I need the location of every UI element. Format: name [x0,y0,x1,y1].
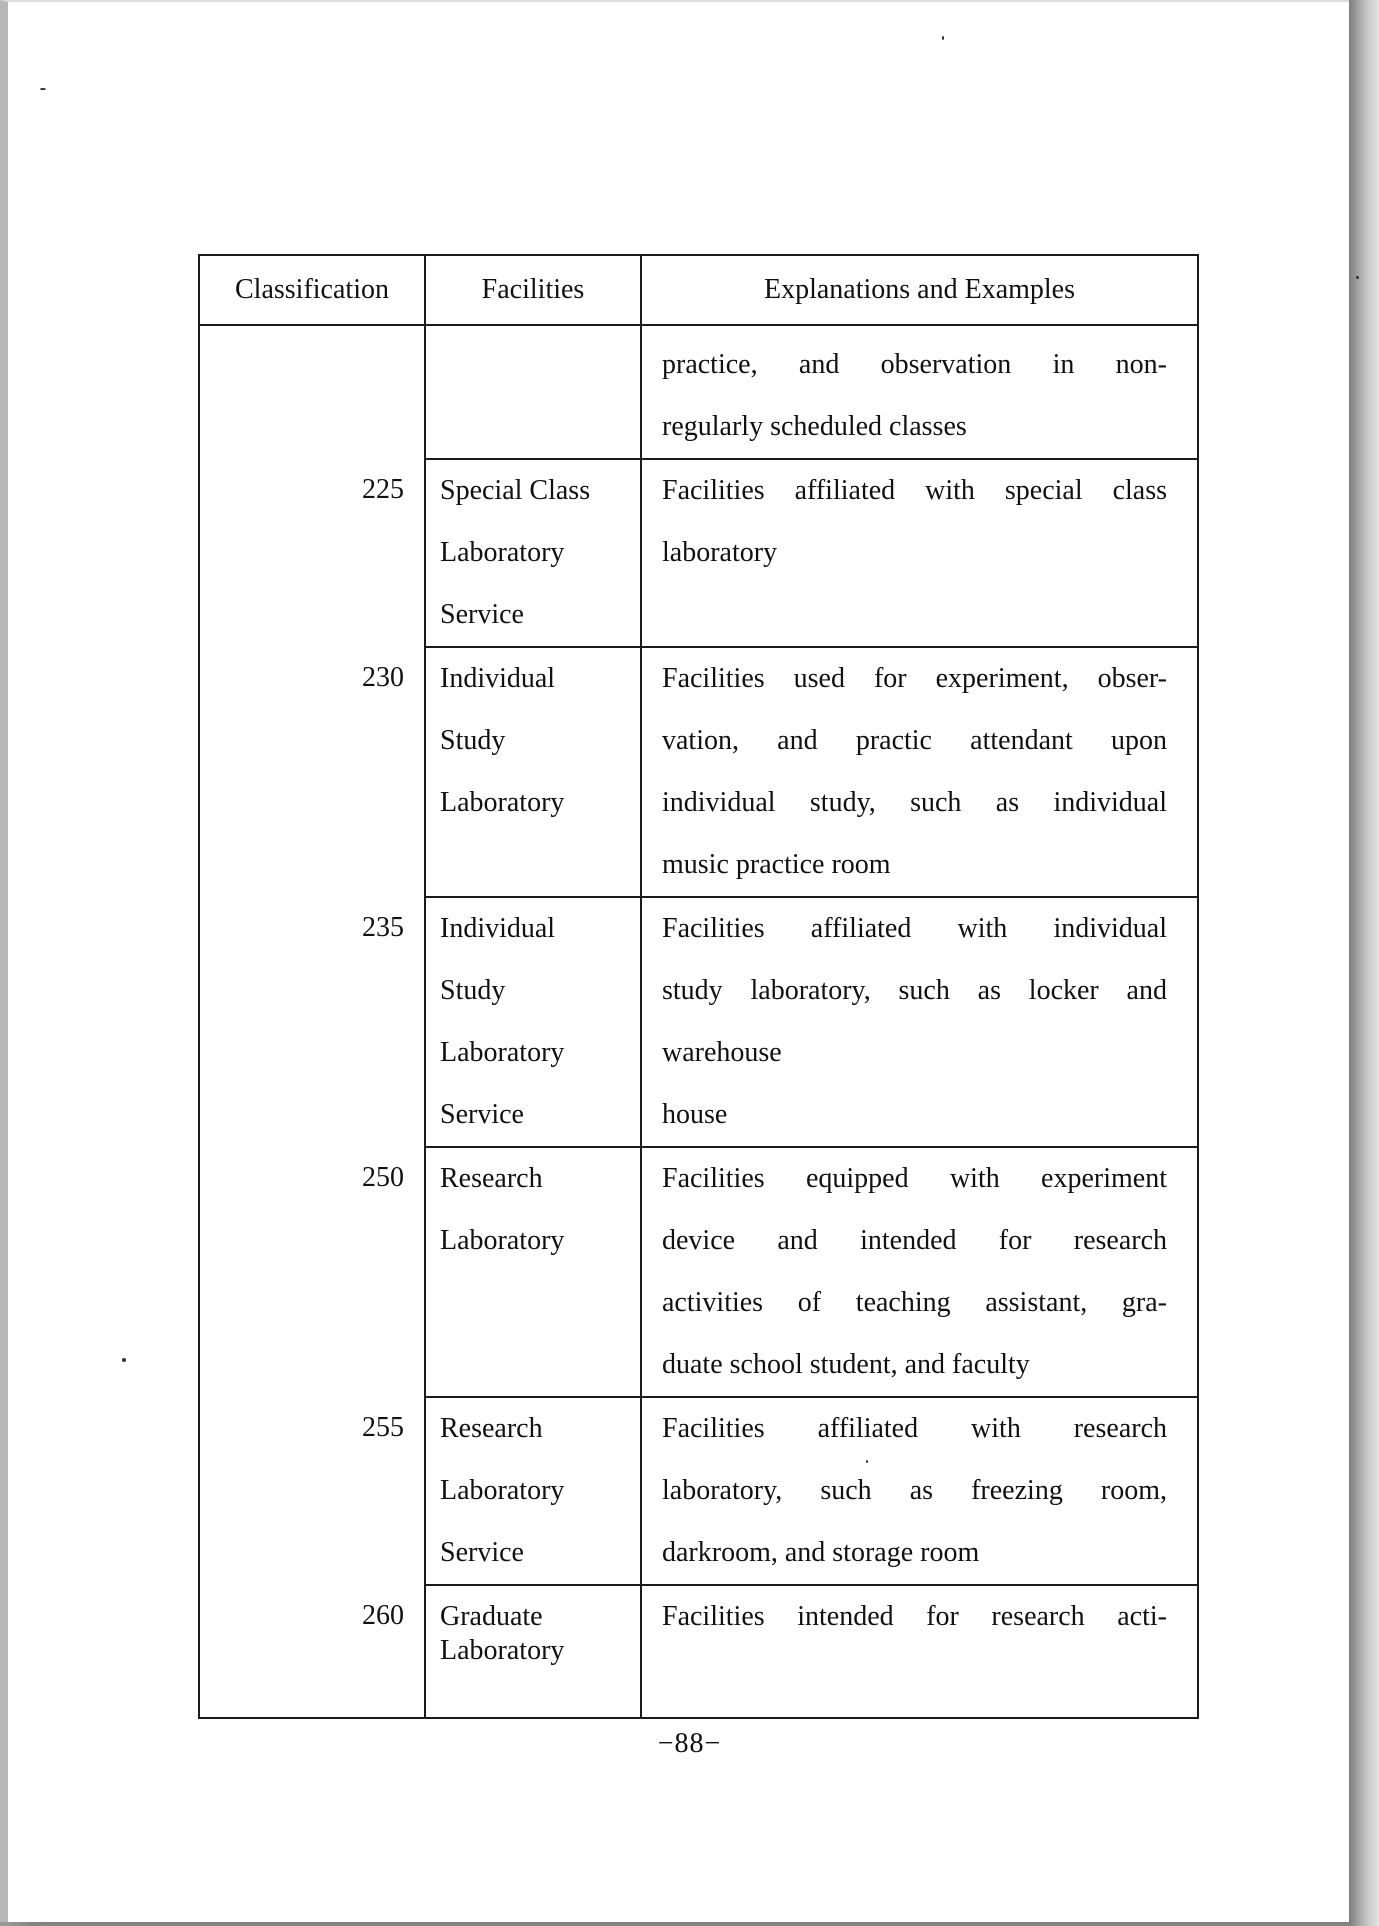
facility-cell [425,325,641,459]
table-row [199,1397,1198,1585]
explanation-line: darkroom, and storage room [662,1537,980,1568]
facility-line: Laboratory [440,1635,565,1666]
explanation-line: device and intended for research [662,1225,1167,1256]
classification-code: 255 [199,1397,425,1585]
explanation-line: Facilities intended for research acti- [662,1601,1167,1632]
table-row [199,325,1198,459]
explanation-line: vation, and practic attendant upon [662,725,1167,756]
header-explanations: Explanations and Examples [641,255,1198,325]
table-row [199,647,1198,897]
scan-speck [942,36,944,40]
explanation-line: study laboratory, such as locker and [662,975,1167,1006]
facility-line: Research [440,1413,543,1444]
header-classification: Classification [199,255,425,325]
scan-speck [122,1358,126,1362]
facility-cell [425,1397,641,1585]
explanation-line: warehouse [662,1037,782,1068]
facility-line: Laboratory [440,787,565,818]
classification-code: 225 [199,459,425,647]
explanation-line: individual study, such as individual [662,787,1167,818]
scan-speck [40,88,46,90]
classification-code [199,325,425,459]
explanation-line: Facilities affiliated with special class [662,475,1167,506]
facility-cell [425,897,641,1147]
classification-table [198,254,1199,1719]
facility-line: Laboratory [440,1475,565,1506]
page-number: −88− [657,1728,722,1759]
explanation-line: Facilities affiliated with research [662,1413,1167,1444]
facility-line: Service [440,1537,524,1568]
page-edge-shadow [1349,0,1379,1926]
table-header-row [199,255,1198,325]
explanation-line: house [662,1099,728,1130]
facility-line: Individual [440,913,556,944]
explanation-line: laboratory [662,537,778,568]
explanation-cell [641,1397,1198,1585]
facility-cell [425,647,641,897]
table-row [199,1147,1198,1397]
explanation-line: regularly scheduled classes [662,411,967,442]
facility-cell [425,459,641,647]
explanation-cell [641,1147,1198,1397]
classification-code: 250 [199,1147,425,1397]
table-row [199,459,1198,647]
explanation-line: Facilities used for experiment, obser- [662,663,1167,694]
facility-line: Laboratory [440,1225,565,1256]
facility-cell [425,1147,641,1397]
facility-line: Research [440,1163,543,1194]
explanation-line: Facilities affiliated with individual [662,913,1167,944]
explanation-line: laboratory, such as freezing room, [662,1475,1167,1506]
explanation-line: Facilities equipped with experiment [662,1163,1167,1194]
explanation-line: duate school student, and faculty [662,1349,1030,1380]
facility-line: Graduate [440,1601,543,1632]
explanation-cell [641,325,1198,459]
facility-line: Individual [440,663,556,694]
explanation-cell [641,1585,1198,1718]
facility-line: Special Class [440,475,591,506]
explanation-line: practice, and observation in non- [662,349,1167,380]
table-row [199,897,1198,1147]
facility-cell [425,1585,641,1718]
explanation-cell [641,459,1198,647]
table-row [199,1585,1198,1718]
explanation-cell [641,647,1198,897]
facility-line: Laboratory [440,537,565,568]
explanation-line: music practice room [662,849,891,880]
classification-code: 230 [199,647,425,897]
scan-speck [1356,276,1359,279]
explanation-cell [641,897,1198,1147]
classification-code: 235 [199,897,425,1147]
facility-line: Service [440,599,524,630]
facility-line: Study [440,725,506,756]
classification-code: 260 [199,1585,425,1718]
facility-line: Service [440,1099,524,1130]
facility-line: Laboratory [440,1037,565,1068]
facility-line: Study [440,975,506,1006]
explanation-line: activities of teaching assistant, gra- [662,1287,1167,1318]
header-facilities: Facilities [425,255,641,325]
